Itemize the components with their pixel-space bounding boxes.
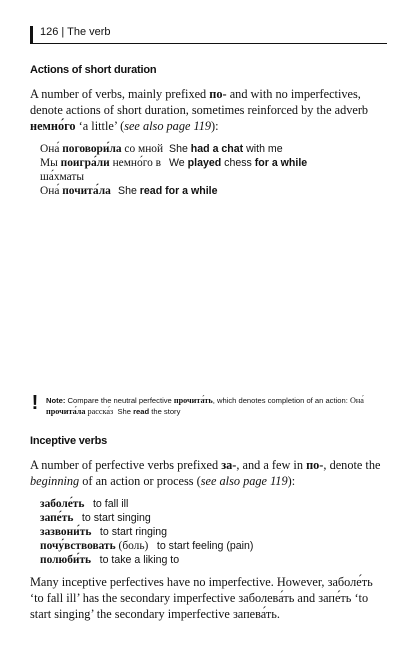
verb-row: зазвони́ть to start ringing — [40, 526, 168, 538]
running-header — [30, 20, 387, 44]
example-row: Она́ поговори́ла со мной She had a chat with me — [40, 143, 283, 155]
prefix-po: по- — [306, 458, 324, 472]
prefix-po: по- — [209, 87, 227, 101]
verb-row: полюби́ть to take a liking to — [40, 554, 180, 566]
header-bar — [30, 26, 33, 44]
exclamation-icon: ! — [31, 392, 39, 414]
inceptive-verb-list — [40, 497, 380, 567]
example-translation: She had a chat with me — [169, 143, 283, 155]
adverb-nemnogo: немно́го — [30, 119, 76, 133]
section-heading-inceptive: Inceptive verbs — [30, 435, 108, 447]
cross-reference: see also page 119 — [124, 119, 212, 133]
example-row: ша́хматы — [40, 171, 85, 183]
paragraph-inceptive: A number of perfective verbs prefixed за-, and a few in по-, denote the beginning of an action or process (see also page 119): — [30, 458, 381, 488]
example-row: Мы поигра́ли немно́го в We played chess for a while — [40, 157, 308, 169]
example-translation: We played chess for a while — [169, 157, 308, 169]
cross-reference: see also page 119 — [200, 474, 288, 488]
note-text: Note: Compare the neutral perfective прочита́ть, which denotes completion of an action: Она́ прочита́ла расска́з She read the story — [46, 396, 364, 416]
header-rule — [30, 43, 387, 44]
verb-row: заболе́ть to fall ill — [40, 498, 129, 510]
verb-row: почу́вствовать (боль) to start feeling (pain) — [40, 540, 254, 552]
example-row: Она́ почита́ла She read for a while — [40, 185, 218, 197]
section-heading-short-duration: Actions of short duration — [30, 64, 157, 76]
note-box — [30, 392, 382, 419]
paragraph-short-duration: A number of verbs, mainly prefixed по- and with no imperfectives, denote actions of short duration, sometimes reinforced by the adverb немно́го ‘a little’ (see also page 119): — [30, 87, 369, 133]
verb-row: запе́ть to start singing — [40, 512, 151, 524]
example-translation: She read for a while — [118, 185, 218, 197]
paragraph-closing: Many inceptive perfectives have no imperfective. However, заболе́ть ‘to fall ill’ has the secondary imperfective заболева́ть and запе́ть ‘to start singing’ the secondary imperfective запева́ть. — [30, 575, 373, 621]
prefix-za: за- — [221, 458, 237, 472]
examples-short-duration — [40, 142, 380, 198]
header-text: 126 | The verb — [40, 26, 111, 38]
